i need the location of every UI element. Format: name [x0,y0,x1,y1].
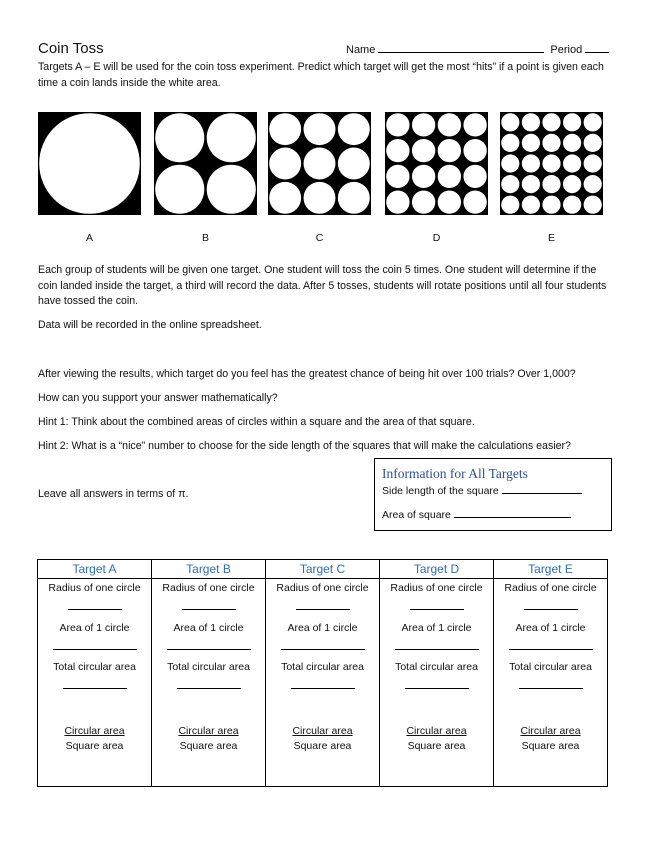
page-title: Coin Toss [38,40,104,57]
radius-label: Radius of one circle [504,582,597,594]
target-circle [463,165,486,188]
hint-1: Hint 1: Think about the combined areas of circles within a square and the area of that square. [38,416,475,428]
side-length-row [382,484,582,497]
area-square-row [382,508,571,521]
table-cell [152,579,266,787]
target-circle [412,165,435,188]
period-label: Period [550,44,583,56]
name-field[interactable] [378,43,544,53]
target-circle [584,175,602,193]
target-circle [269,113,301,145]
table-header-cell: Target A [38,560,152,579]
radius-label: Radius of one circle [48,582,141,594]
table-cell [380,579,494,787]
area-one-label: Area of 1 circle [515,622,586,634]
table-cell [266,579,380,787]
ratio-numerator: Circular area [406,725,467,737]
area-one-label: Area of 1 circle [59,622,130,634]
ratio-denominator: Square area [293,740,352,752]
table-header-cell: Target E [494,560,608,579]
target-circle [522,154,540,172]
ratio-numerator: Circular area [178,725,239,737]
table-header-cell: Target C [266,560,380,579]
table-header-cell: Target D [380,560,494,579]
target-circle [542,134,560,152]
info-box [374,458,612,531]
target-circle [563,134,581,152]
procedure-text: Each group of students will be given one target. One student will toss the coin 5 times. One student will determine if the coin landed inside the target, a third will record the data. After 5 tosses, students will rotate positions until all four students have tossed the coin. [38,264,607,307]
target-circle [338,113,370,145]
target-c [268,112,371,215]
intro-text: Targets A – E will be used for the coin toss experiment. Predict which target will get the most “hits” if a point is given each time a coin lands inside the white area. [38,61,604,89]
target-circle [501,154,519,172]
ratio-denominator: Square area [65,740,124,752]
table-body-row [38,579,608,787]
target-circle [563,175,581,193]
name-period-fields [346,43,609,56]
target-a [38,112,141,215]
target-circle [563,196,581,214]
target-circle [207,113,256,162]
target-circle [39,113,140,214]
info-box-title: Information for All Targets [382,466,528,481]
target-circle [584,196,602,214]
target-label-c: C [315,232,324,244]
ratio-numerator: Circular area [64,725,125,737]
area-one-answer-line[interactable] [509,649,593,650]
target-circle [438,165,461,188]
target-b [154,112,257,215]
name-label: Name [346,44,376,56]
target-circle [304,182,336,214]
target-circle [542,154,560,172]
target-circle [386,190,409,213]
target-e [500,112,603,215]
target-circle [269,182,301,214]
radius-answer-line[interactable] [296,609,350,610]
target-circle [584,113,602,131]
target-circle [563,154,581,172]
period-field[interactable] [585,43,609,53]
target-label-e: E [547,232,555,244]
target-circle [338,182,370,214]
table-header-row [38,560,608,579]
total-area-answer-line[interactable] [177,688,241,689]
area-one-label: Area of 1 circle [401,622,472,634]
ratio-denominator: Square area [179,740,238,752]
total-area-answer-line[interactable] [405,688,469,689]
radius-label: Radius of one circle [276,582,369,594]
area-square-field[interactable] [454,508,571,518]
target-circle [412,113,435,136]
total-area-label: Total circular area [281,661,364,673]
table-cell [494,579,608,787]
target-label-b: B [201,232,209,244]
total-area-label: Total circular area [395,661,478,673]
target-circle [501,175,519,193]
area-one-label: Area of 1 circle [287,622,358,634]
hint-2: Hint 2: What is a “nice” number to choose for the side length of the squares that will make the calculations easier? [38,440,571,452]
target-circle [269,148,301,180]
total-area-answer-line[interactable] [291,688,355,689]
ratio-denominator: Square area [407,740,466,752]
target-circle [522,175,540,193]
target-circle [522,134,540,152]
radius-answer-line[interactable] [182,609,236,610]
target-label-a: A [85,232,93,244]
target-circle [563,113,581,131]
target-circle [584,134,602,152]
question-1: After viewing the results, which target do you feel has the greatest chance of being hit over 100 trials? Over 1,000? [38,368,576,380]
target-circle [463,190,486,213]
target-circle [463,113,486,136]
target-table [37,559,608,787]
target-circle [412,139,435,162]
target-circle [438,113,461,136]
total-area-label: Total circular area [509,661,592,673]
area-one-answer-line[interactable] [281,649,365,650]
target-circle [542,113,560,131]
target-circle [304,148,336,180]
target-label-d: D [432,232,441,244]
area-square-label: Area of square [382,509,451,521]
target-circle [207,165,256,214]
ratio-numerator: Circular area [520,725,581,737]
area-one-answer-line[interactable] [395,649,479,650]
total-area-label: Total circular area [53,661,136,673]
target-circle [522,196,540,214]
ratio-numerator: Circular area [292,725,353,737]
target-circle [522,113,540,131]
side-length-field[interactable] [502,484,582,494]
target-circle [386,113,409,136]
side-length-label: Side length of the square [382,485,499,497]
target-circle [304,113,336,145]
radius-label: Radius of one circle [390,582,483,594]
target-circle [338,148,370,180]
total-area-label: Total circular area [167,661,250,673]
radius-label: Radius of one circle [162,582,255,594]
target-circle [542,196,560,214]
target-circle [584,154,602,172]
target-circle [155,113,204,162]
target-circle [501,134,519,152]
radius-answer-line[interactable] [524,609,578,610]
radius-answer-line[interactable] [410,609,464,610]
target-d [385,112,488,215]
target-circle [501,113,519,131]
target-circle [386,139,409,162]
target-circle [155,165,204,214]
target-circle [463,139,486,162]
radius-answer-line[interactable] [68,609,122,610]
target-circle [438,190,461,213]
target-circle [501,196,519,214]
target-circle [412,190,435,213]
pi-note: Leave all answers in terms of π. [38,488,189,500]
target-circle [438,139,461,162]
target-circle [542,175,560,193]
total-area-answer-line[interactable] [63,688,127,689]
table-header-cell: Target B [152,560,266,579]
total-area-answer-line[interactable] [519,688,583,689]
ratio-denominator: Square area [521,740,580,752]
area-one-label: Area of 1 circle [173,622,244,634]
area-one-answer-line[interactable] [167,649,251,650]
question-2: How can you support your answer mathematically? [38,392,278,404]
table-cell [38,579,152,787]
target-circle [386,165,409,188]
data-note: Data will be recorded in the online spreadsheet. [38,319,262,331]
area-one-answer-line[interactable] [53,649,137,650]
